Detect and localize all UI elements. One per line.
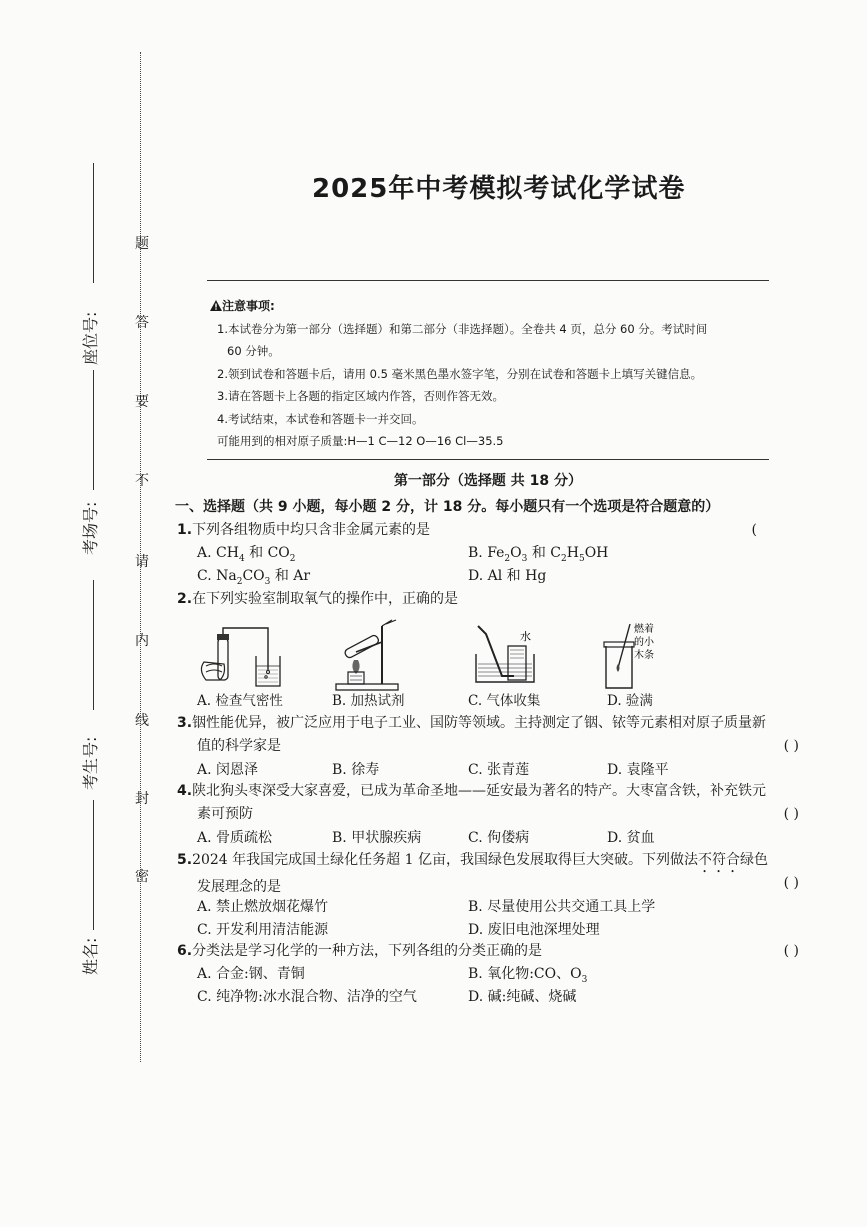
seal-char: 不 — [135, 473, 149, 489]
question-stem-post: 绿色 — [739, 852, 768, 868]
notice-item: 60 分钟。 — [227, 344, 280, 358]
notice-item: 4.考试结束，本试卷和答题卡一并交回。 — [217, 411, 424, 426]
notice-item: 1.本试卷分为第一部分（选择题）和第二部分（非选择题）。全卷共 4 页，总分 60 分。考试时间 — [217, 321, 708, 336]
seat-label: 座位号: — [81, 311, 100, 365]
option-a: A. 禁止燃放烟花爆竹 — [197, 899, 329, 915]
option-c: C. $Na_2CO_3$ 和 Ar — [197, 568, 311, 587]
seal-char: 请 — [135, 554, 149, 570]
option-a: A. 合金:钢、青铜 — [197, 966, 305, 982]
option-b: B. 甲状腺疾病 — [332, 830, 422, 846]
option-d: D. 验满 — [607, 693, 653, 709]
figure-label-stick-1: 燃着 — [634, 624, 654, 635]
part1-title: 第一部分（选择题 共 18 分） — [393, 473, 583, 489]
question-stem: 在下列实验室制取氧气的操作中，正确的是 — [192, 591, 459, 607]
question-stem-line-1: 铟性能优异，被广泛应用于电子工业、国防等领域。主持测定了铟、铱等元素相对原子质量新 — [192, 715, 767, 731]
option-b: B. 徐寿 — [332, 762, 380, 778]
answer-paren: ( ) — [783, 875, 799, 891]
question-2-options — [177, 690, 799, 714]
option-a: A. 检查气密性 — [197, 693, 283, 709]
option-d: D. 碱:纯碱、烧碱 — [468, 989, 577, 1005]
exam-no-label: 考生号: — [81, 736, 100, 790]
question-stem-line-2: 发展理念的是 — [197, 879, 281, 895]
room-label: 考场号: — [81, 501, 100, 555]
option-c: C. 气体收集 — [468, 693, 541, 709]
question-number: 4. — [177, 783, 193, 799]
question-6 — [177, 940, 799, 1012]
option-d: D. Al 和 Hg — [468, 568, 547, 584]
question-stem: 分类法是学习化学的一种方法，下列各组的分类正确的是 — [192, 943, 543, 959]
notice-item: 3.请在答题卡上各题的指定区域内作答，否则作答无效。 — [217, 389, 504, 403]
option-b: B. $Fe_2O_3$ 和 $C_2H_5OH$ — [468, 545, 609, 564]
seal-char: 密 — [135, 869, 149, 885]
question-number: 2. — [177, 591, 193, 607]
answer-paren: ( ) — [783, 943, 799, 959]
question-number: 3. — [177, 715, 193, 731]
option-b: B. 加热试剂 — [332, 693, 405, 709]
exam-no-underline — [93, 580, 94, 710]
seat-underline — [93, 163, 94, 283]
figure-label-water: 水 — [520, 630, 531, 643]
question-stem-line-2: 素可预防 — [197, 805, 253, 822]
option-d: D. 贫血 — [607, 830, 655, 846]
answer-paren: ( — [751, 522, 757, 538]
question-number: 6. — [177, 943, 193, 959]
warning-icon — [210, 300, 222, 311]
answer-paren: ( ) — [783, 738, 799, 754]
page-title: 2025年中考模拟考试化学试卷 — [312, 174, 686, 204]
notice-top-rule — [207, 280, 769, 281]
option-c: C. 佝偻病 — [468, 830, 530, 846]
question-3 — [177, 712, 799, 784]
option-d: D. 袁隆平 — [607, 762, 669, 778]
option-d: D. 废旧电池深埋处理 — [468, 922, 600, 938]
notice-heading: 注意事项: — [210, 295, 770, 318]
option-c: C. 开发利用清洁能源 — [197, 922, 329, 938]
seal-char: 要 — [135, 394, 149, 410]
option-a: A. $CH_4$ 和 $CO_2$ — [197, 545, 296, 564]
question-4 — [177, 780, 799, 852]
option-a: A. 闵恩泽 — [197, 762, 259, 778]
section-heading: 一、选择题（共 9 小题，每小题 2 分，计 18 分。每小题只有一个选项是符合题意的） — [175, 499, 720, 515]
figure-label-stick-3: 木条 — [634, 650, 654, 661]
question-stem-line-1: 陕北狗头枣深受大家喜爱，已成为革命圣地——延安最为著名的特产。大枣富含铁，补充铁元 — [192, 783, 767, 799]
seal-char: 题 — [135, 236, 149, 252]
apparatus-full-check-figure — [600, 620, 670, 692]
option-b: B. 尽量使用公共交通工具上学 — [468, 899, 656, 915]
name-underline — [93, 800, 94, 930]
apparatus-heating-figure — [330, 612, 410, 692]
seal-char: 内 — [135, 633, 149, 649]
option-c: C. 纯净物:冰水混合物、洁净的空气 — [197, 989, 417, 1005]
option-c: C. 张青莲 — [468, 762, 530, 778]
atomic-masses: 可能用到的相对原子质量:H—1 C—12 O—16 Cl—35.5 — [217, 434, 504, 448]
room-underline — [93, 370, 94, 490]
question-1 — [177, 519, 799, 589]
question-number: 1. — [177, 522, 193, 538]
apparatus-gas-collection-figure — [472, 624, 542, 686]
question-number: 5. — [177, 852, 193, 868]
figure-label-stick-2: 的小 — [634, 637, 654, 648]
question-stem-pre: 2024 年我国完成国土绿化任务超 1 亿亩，我国绿色发展取得巨大突破。下列做法 — [192, 852, 698, 868]
name-label: 姓名: — [81, 937, 100, 975]
question-stem: 下列各组物质中均只含非金属元素的是 — [192, 522, 431, 538]
seal-char: 答 — [135, 315, 149, 331]
option-a: A. 骨质疏松 — [197, 830, 273, 846]
question-stem-emphasis: 不符合 — [697, 852, 740, 868]
seal-char: 线 — [135, 713, 149, 729]
seal-char: 封 — [135, 791, 149, 807]
answer-paren: ( ) — [783, 806, 799, 822]
notice-box — [210, 295, 770, 453]
apparatus-airtightness-figure — [196, 622, 286, 690]
notice-bottom-rule — [207, 459, 769, 460]
option-b: B. 氧化物:CO、$O_3$ — [468, 966, 588, 985]
question-stem-line-2: 值的科学家是 — [197, 737, 281, 754]
notice-item: 2.领到试卷和答题卡后，请用 0.5 毫米黑色墨水签字笔，分别在试卷和答题卡上填写关键信息。 — [217, 366, 703, 381]
question-5 — [177, 849, 799, 941]
